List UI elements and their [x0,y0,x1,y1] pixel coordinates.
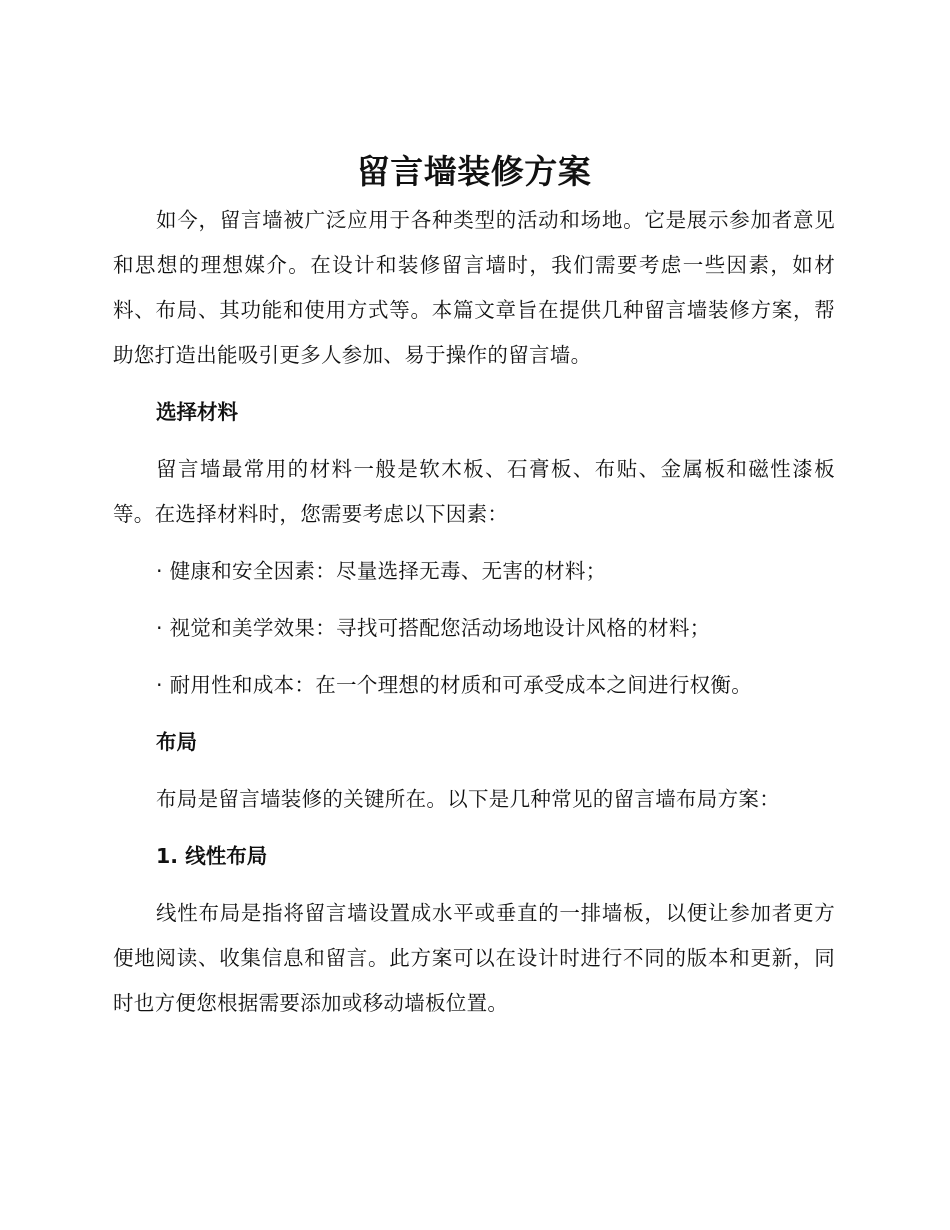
document-title: 留言墙装修方案 [356,152,592,191]
spacer [113,537,835,549]
spacer [113,879,835,891]
linear-layout-paragraph: 线性布局是指将留言墙设置成水平或垂直的一排墙板，以便让参加者更方便地阅读、收集信息和留言。此方案可以在设计时进行不同的版本和更新，同时也方便您根据需要添加或移动墙板位置。 [113,901,835,1015]
materials-paragraph: 留言墙最常用的材料一般是软木板、石膏板、布贴、金属板和磁性漆板等。在选择材料时，您需要考虑以下因素： [113,457,835,526]
layout-paragraph: 布局是留言墙装修的关键所在。以下是几种常见的留言墙布局方案： [156,787,780,811]
intro-paragraph: 如今，留言墙被广泛应用于各种类型的活动和场地。它是展示参加者意见和思想的理想媒介。在设计和装修留言墙时，我们需要考虑一些因素，如材料、布局、其功能和使用方式等。本篇文章旨在提供几种留言墙装修方案，帮助您打造出能吸引更多人参加、易于操作的留言墙。 [113,208,835,367]
bullet-item: · 耐用性和成本：在一个理想的材质和可承受成本之间进行权衡。 [156,673,753,697]
section-heading-materials: 选择材料 [156,400,238,424]
spacer [113,822,835,834]
spacer [113,765,835,777]
section-heading-layout: 布局 [156,730,197,754]
spacer [113,378,835,390]
spacer [113,435,835,447]
bullet-item: · 健康和安全因素：尽量选择无毒、无害的材料； [156,559,607,583]
bullet-item: · 视觉和美学效果：寻找可搭配您活动场地设计风格的材料； [156,616,711,640]
section-heading-linear-layout: 1. 线性布局 [156,844,268,868]
